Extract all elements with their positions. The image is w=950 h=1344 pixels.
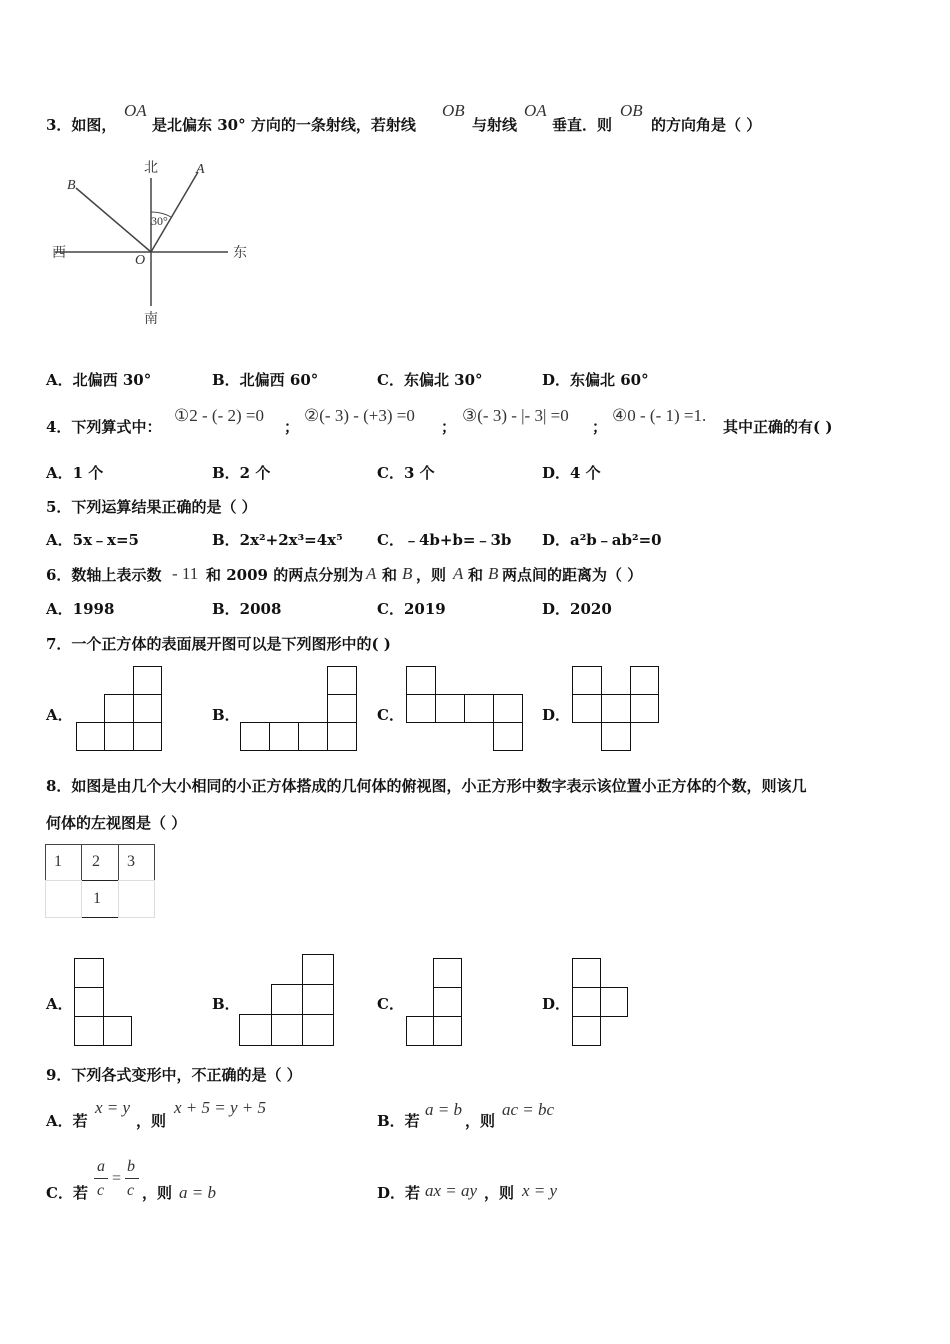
q3-oa-2: OA: [524, 101, 547, 120]
q7-option-d-label[interactable]: D．: [542, 706, 571, 724]
q4-expr-2: ②(- 3) - (+3) =0: [304, 406, 415, 425]
frac-equals: =: [112, 1170, 122, 1187]
q4-sep-2: ；: [441, 418, 457, 436]
q5-option-c[interactable]: C．﹣4b+b=﹣3b: [377, 531, 512, 549]
q3-number: 3．如图，: [46, 116, 117, 134]
q6-option-c[interactable]: C．2019: [377, 600, 446, 618]
q6-text-4: ，则: [416, 566, 447, 584]
frac-a-denominator: c: [97, 1182, 105, 1199]
q6-text-6: 两点间的距离为（ ）: [502, 566, 643, 584]
q7-text: 7．一个正方体的表面展开图可以是下列图形中的( ): [46, 635, 391, 653]
label-east: 东: [233, 246, 247, 261]
q3-option-a[interactable]: A．北偏西 30°: [46, 371, 152, 389]
q9-option-a-then: ，则: [136, 1112, 167, 1130]
q4-sep-3: ；: [592, 418, 608, 436]
q4-sep-1: ；: [284, 418, 300, 436]
q3-text-3: 垂直．则: [552, 116, 613, 134]
q6-option-d[interactable]: D．2020: [542, 600, 612, 618]
q9-option-c-result: a = b: [179, 1183, 216, 1202]
frac-b-numerator: b: [127, 1158, 135, 1175]
q9-option-d-result: x = y: [522, 1181, 558, 1200]
q4-option-a[interactable]: A．1 个: [46, 464, 104, 482]
label-o: O: [135, 253, 146, 268]
q5-option-b[interactable]: B．2x²+2x³=4x⁵: [212, 531, 343, 549]
q6-point-b-2: B: [488, 564, 499, 583]
q5-text: 5．下列运算结果正确的是（ ）: [46, 498, 257, 516]
q3-compass-figure: [50, 158, 260, 328]
label-north: 北: [144, 161, 158, 176]
q6-point-a-2: A: [453, 564, 464, 583]
q6-point-a: A: [366, 564, 377, 583]
q4-expr-3: ③(- 3) - |- 3| =0: [462, 406, 569, 425]
q3-option-c[interactable]: C．东偏北 30°: [377, 371, 483, 389]
label-angle-30: 30°: [151, 214, 168, 228]
q8-text-line-1: 8．如图是由几个大小相同的小正方体搭成的几何体的俯视图，小正方形中数字表示该位置小正方体的个数，则该几: [46, 777, 807, 795]
q3-oa: OA: [124, 101, 147, 120]
q4-option-c[interactable]: C．3 个: [377, 464, 435, 482]
label-a: A: [196, 162, 205, 177]
ray-ob: [76, 188, 151, 252]
q6-text-5: 和: [468, 566, 484, 584]
q8-option-a-label[interactable]: A．: [46, 995, 73, 1013]
q9-option-c-then: ，则: [142, 1184, 173, 1202]
q9-option-d-cond: ax = ay: [425, 1181, 478, 1200]
frac-b-denominator: c: [127, 1182, 135, 1199]
q3-option-b[interactable]: B．北偏西 60°: [212, 371, 319, 389]
grid-cell-1: 1: [54, 853, 62, 870]
q7-option-c-label[interactable]: C．: [377, 706, 404, 724]
q6-option-a[interactable]: A．1998: [46, 600, 115, 618]
q9-text: 9．下列各式变形中，不正确的是（ ）: [46, 1066, 302, 1084]
q9-option-c-fraction-equation: [94, 1158, 142, 1202]
q7-option-a-label[interactable]: A．: [46, 706, 73, 724]
q6-number-neg11: - 11: [172, 564, 199, 583]
q9-option-b-then: ，则: [465, 1112, 496, 1130]
q9-option-d-then: ，则: [484, 1184, 515, 1202]
q9-option-d-prefix[interactable]: D．若: [377, 1184, 421, 1202]
q5-option-a[interactable]: A．5x﹣x=5: [46, 531, 139, 549]
q9-option-b-result: ac = bc: [502, 1100, 555, 1119]
q9-option-c-prefix[interactable]: C．若: [46, 1184, 88, 1202]
q6-option-b[interactable]: B．2008: [212, 600, 282, 618]
label-west: 西: [52, 246, 66, 261]
label-b: B: [67, 178, 76, 193]
q3-ob-2: OB: [620, 101, 643, 120]
q6-text-2: 和 2009 的两点分别为: [206, 566, 364, 584]
q6-text-3: 和: [382, 566, 398, 584]
q8-option-b-label[interactable]: B．: [212, 995, 240, 1013]
q4-expr-1: ①2 - (- 2) =0: [174, 406, 264, 425]
q8-text-line-2: 何体的左视图是（ ）: [46, 814, 187, 832]
q3-text-4: 的方向角是（ ）: [651, 116, 762, 134]
q8-option-d-label[interactable]: D．: [542, 995, 571, 1013]
q3-text-1: 是北偏东 30° 方向的一条射线，若射线: [152, 116, 416, 134]
q6-text-1: 6．数轴上表示数: [46, 566, 162, 584]
q9-option-b-cond: a = b: [425, 1100, 462, 1119]
q7-option-b-label[interactable]: B．: [212, 706, 240, 724]
q4-expr-4: ④0 - (- 1) =1.: [612, 406, 707, 425]
q8-option-c-label[interactable]: C．: [377, 995, 404, 1013]
label-south: 南: [144, 312, 158, 327]
q4-option-d[interactable]: D．4 个: [542, 464, 601, 482]
q9-option-a-result: x + 5 = y + 5: [174, 1098, 267, 1117]
q9-option-a-prefix[interactable]: A．若: [46, 1112, 88, 1130]
q4-tail: 其中正确的有( ): [723, 418, 833, 436]
q4-option-b[interactable]: B．2 个: [212, 464, 271, 482]
grid-cell-2: 2: [92, 853, 100, 870]
q9-option-a-cond: x = y: [95, 1098, 131, 1117]
q9-option-b-prefix[interactable]: B．若: [377, 1112, 420, 1130]
q3-ob: OB: [442, 101, 465, 120]
q5-option-d[interactable]: D．a²b﹣ab²=0: [542, 531, 662, 549]
q3-option-d[interactable]: D．东偏北 60°: [542, 371, 649, 389]
frac-a-numerator: a: [97, 1158, 105, 1175]
grid-cell-3: 3: [127, 853, 135, 870]
q3-text-2: 与射线: [472, 116, 518, 134]
q6-point-b: B: [402, 564, 413, 583]
grid-cell-4: 1: [93, 890, 101, 907]
q4-number: 4．下列算式中：: [46, 418, 162, 436]
